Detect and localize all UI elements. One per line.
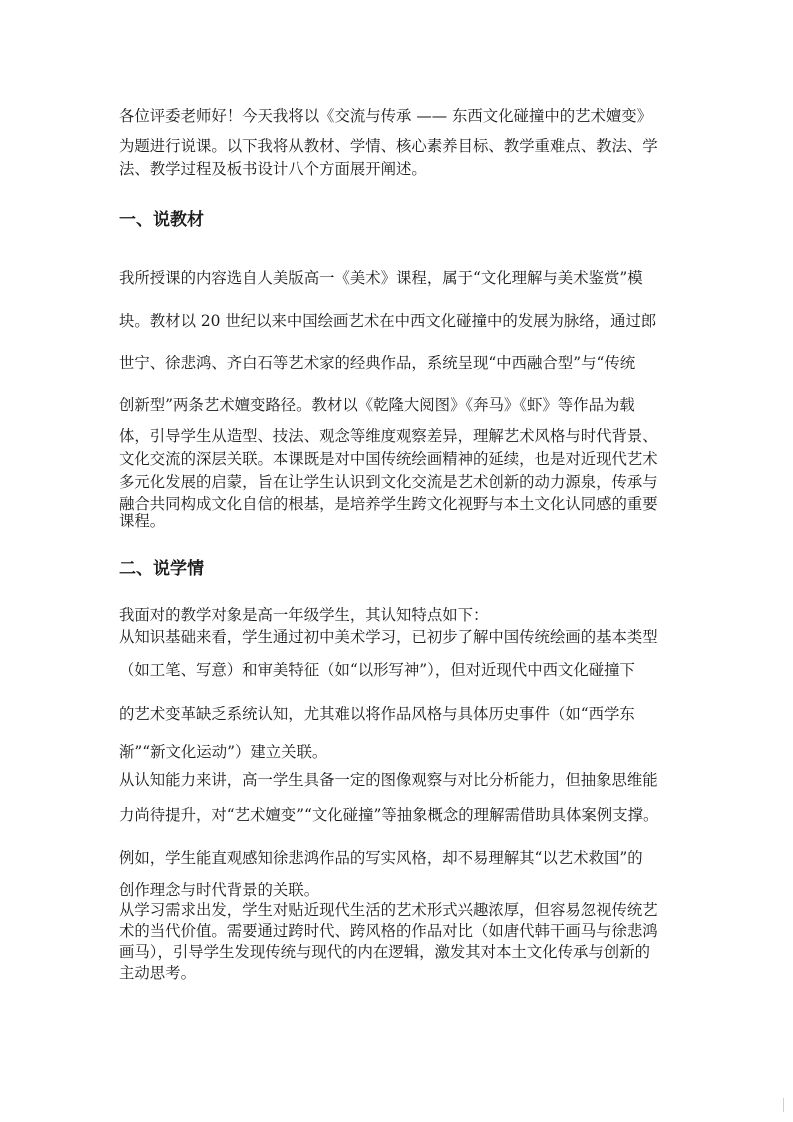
paragraph-line: 融合共同构成文化自信的根基，是培养学生跨文化视野与本土文化认同感的重要 [119, 495, 658, 513]
section-heading-students: 二、说学情 [119, 559, 204, 579]
paragraph-line: 力尚待提升，对“艺术嬗变”“文化碰撞”等抽象概念的理解需借助具体案例支撑。 [119, 806, 659, 824]
paragraph-line: 主动思考。 [119, 964, 196, 982]
paragraph-line: 术的当代价值。需要通过跨时代、跨风格的作品对比（如唐代韩干画马与徐悲鸿 [119, 922, 658, 940]
paragraph-line: 的艺术变革缺乏系统认知，尤其难以将作品风格与具体历史事件（如“西学东 [119, 705, 635, 723]
paragraph-line: 从学习需求出发，学生对贴近现代生活的艺术形式兴趣浓厚，但容易忽视传统艺 [119, 901, 658, 919]
paragraph-line: （如工笔、写意）和审美特征（如“以形写神”），但对近现代中西文化碰撞下 [119, 661, 635, 679]
paragraph-line: 文化交流的深层关联。本课既是对中国传统绘画精神的延续，也是对近现代艺术 [119, 450, 658, 468]
paragraph-line: 我面对的教学对象是高一年级学生，其认知特点如下： [119, 606, 489, 624]
paragraph-line: 例如，学生能直观感知徐悲鸿作品的写实风格，却不易理解其“以艺术救国”的 [119, 849, 643, 867]
intro-line: 为题进行说课。以下我将从教材、学情、核心素养目标、教学重难点、教法、学 [119, 137, 658, 155]
page-corner-mark [783, 1098, 784, 1112]
paragraph-line: 课程。 [119, 512, 166, 530]
paragraph-line: 多元化发展的启蒙，旨在让学生认识到文化交流是艺术创新的动力源泉，传承与 [119, 473, 658, 491]
paragraph-line: 块。教材以 20 世纪以来中国绘画艺术在中西文化碰撞中的发展为脉络，通过郎 [119, 312, 657, 330]
paragraph-line: 渐”“新文化运动”）建立关联。 [119, 743, 328, 761]
intro-line: 各位评委老师好！今天我将以《交流与传承 —— 东西文化碰撞中的艺术嬗变》 [119, 107, 653, 125]
paragraph-line: 画马），引导学生发现传统与现代的内在逻辑，激发其对本土文化传承与创新的 [119, 943, 650, 961]
section-heading-textbook: 一、说教材 [119, 210, 204, 230]
paragraph-line: 世宁、徐悲鸿、齐白石等艺术家的经典作品，系统呈现“中西融合型”与“传统 [119, 354, 636, 372]
paragraph-line: 从知识基础来看，学生通过初中美术学习，已初步了解中国传统绘画的基本类型 [119, 628, 658, 646]
paragraph-line: 体，引导学生从造型、技法、观念等维度观察差异，理解艺术风格与时代背景、 [119, 427, 658, 445]
paragraph-line: 创作理念与时代背景的关联。 [119, 881, 320, 899]
paragraph-line: 从认知能力来讲，高一学生具备一定的图像观察与对比分析能力，但抽象思维能 [119, 771, 658, 789]
intro-line: 法、教学过程及板书设计八个方面展开阐述。 [119, 160, 427, 178]
paragraph-line: 我所授课的内容选自人美版高一《美术》课程，属于“文化理解与美术鉴赏”模 [119, 269, 643, 287]
paragraph-line: 创新型”两条艺术嬗变路径。教材以《乾隆大阅图》《奔马》《虾》等作品为载 [119, 396, 635, 414]
